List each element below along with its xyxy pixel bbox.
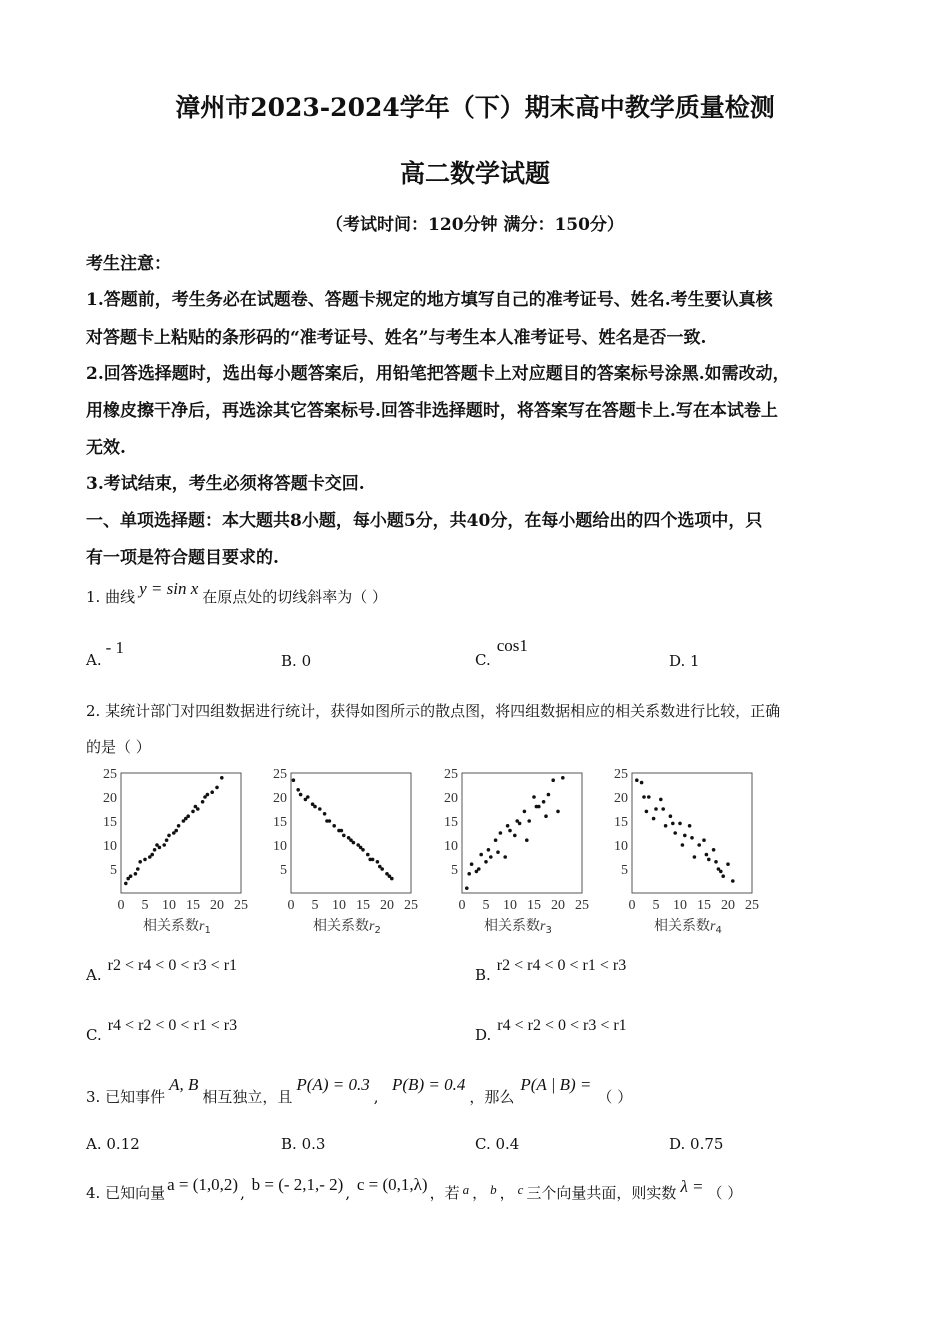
data-point [640, 781, 644, 785]
q1-option-c: C.cos1 [475, 636, 528, 669]
data-point [380, 867, 384, 871]
notice-line: 无效. [86, 438, 126, 458]
notice-line: 对答题卡上粘贴的条形码的“准考证号、姓名”与考生本人准考证号、姓名是否一致. [86, 328, 707, 348]
y-tick-label: 15 [444, 815, 458, 830]
question-1 [86, 579, 388, 607]
y-tick-label: 10 [614, 839, 628, 854]
data-point [186, 814, 190, 818]
x-tick-label: 5 [652, 898, 660, 913]
data-point [645, 810, 649, 814]
data-point [664, 824, 668, 828]
x-tick-label: 25 [234, 898, 248, 913]
data-point [165, 838, 169, 842]
data-point [143, 858, 147, 862]
x-tick-label: 15 [527, 898, 541, 913]
q3-option-b: B. 0.3 [281, 1135, 326, 1153]
data-point [129, 874, 133, 878]
q1-option-a: A.- 1 [86, 638, 125, 669]
data-point [153, 848, 157, 852]
data-point [477, 867, 481, 871]
data-point [479, 853, 483, 857]
data-point [196, 807, 200, 811]
x-tick-label: 20 [551, 898, 565, 913]
plot-frame [632, 773, 752, 893]
y-tick-label: 25 [614, 767, 628, 782]
data-point [318, 807, 322, 811]
data-point [177, 824, 181, 828]
data-point [138, 860, 142, 864]
data-point [673, 831, 677, 835]
data-point [313, 805, 317, 809]
data-point [647, 795, 651, 799]
data-point [162, 843, 166, 847]
x-tick-label: 10 [503, 898, 517, 913]
data-point [220, 776, 224, 780]
q3-pb: P(B) = 0.4 [392, 1075, 466, 1094]
data-point [124, 882, 128, 886]
notice-line: 1.答题前，考生务必在试题卷、答题卡规定的地方填写自己的准考证号、姓名.考生要认真核 [86, 290, 773, 310]
data-point [158, 846, 162, 850]
q2-option-c: C.r4 < r2 < 0 < r1 < r3 [86, 1017, 238, 1044]
data-point [489, 855, 493, 859]
data-point [654, 807, 658, 811]
y-tick-label: 20 [614, 791, 628, 806]
data-point [714, 860, 718, 864]
x-tick-label: 0 [628, 898, 636, 913]
x-tick-label: 10 [673, 898, 687, 913]
q2-option-a: A.r2 < r4 < 0 < r3 < r1 [86, 957, 238, 984]
q4-lambda: λ = [680, 1177, 704, 1196]
x-tick-label: 0 [458, 898, 466, 913]
data-point [551, 778, 555, 782]
q1-suffix: 在原点处的切线斜率为（ ） [202, 588, 388, 606]
data-point [499, 831, 503, 835]
x-tick-label: 0 [117, 898, 125, 913]
data-point [299, 793, 303, 797]
data-point [296, 788, 300, 792]
y-tick-label: 10 [273, 839, 287, 854]
data-point [523, 810, 527, 814]
exam-info: （考试时间：120分钟 满分：150分） [326, 215, 624, 235]
x-tick-label: 25 [575, 898, 589, 913]
data-point [215, 786, 219, 790]
data-point [376, 860, 380, 864]
x-axis-label: 相关系数$r_2$ [313, 918, 381, 936]
data-point [518, 822, 522, 826]
x-axis-label: 相关系数$r_3$ [484, 918, 552, 936]
data-point [561, 776, 565, 780]
y-tick-label: 10 [444, 839, 458, 854]
scatter-chart-2 [251, 765, 431, 925]
data-point [693, 855, 697, 859]
data-point [707, 858, 711, 862]
x-axis-label: 相关系数$r_1$ [143, 918, 211, 936]
data-point [671, 822, 675, 826]
q1-option-d: D. 1 [669, 652, 700, 670]
x-tick-label: 15 [356, 898, 370, 913]
data-point [556, 810, 560, 814]
data-point [721, 874, 725, 878]
question-2-cont: 的是（ ） [86, 738, 151, 756]
data-point [659, 798, 663, 802]
scatter-chart-3 [422, 765, 602, 925]
exam-subtitle: 高二数学试题 [399, 159, 550, 188]
data-point [340, 829, 344, 833]
data-point [390, 877, 394, 881]
data-point [470, 862, 474, 866]
q3-pab: P(A | B) = [520, 1075, 592, 1094]
x-axis-label: 相关系数$r_4$ [654, 918, 722, 936]
y-tick-label: 5 [451, 863, 458, 878]
data-point [731, 879, 735, 883]
notice-line: 用橡皮擦干净后，再选涂其它答案标号.回答非选择题时，将答案写在答题卡上.写在本试卷上 [86, 401, 778, 421]
data-point [506, 824, 510, 828]
data-point [702, 838, 706, 842]
data-point [712, 848, 716, 852]
notice-heading: 考生注意： [86, 254, 171, 274]
data-point [323, 812, 327, 816]
data-point [705, 853, 709, 857]
data-point [352, 841, 356, 845]
q3-option-a: A. 0.12 [86, 1135, 140, 1153]
data-point [513, 834, 517, 838]
q3-option-c: C. 0.4 [475, 1135, 520, 1153]
data-point [201, 800, 205, 804]
q4-vector-b: b = (- 2,1,- 2) [251, 1175, 344, 1194]
data-point [361, 848, 365, 852]
data-point [328, 819, 332, 823]
data-point [496, 850, 500, 854]
plot-frame [462, 773, 582, 893]
data-point [191, 810, 195, 814]
data-point [652, 817, 656, 821]
data-point [174, 829, 178, 833]
data-point [206, 793, 210, 797]
y-tick-label: 5 [110, 863, 117, 878]
y-tick-label: 5 [621, 863, 628, 878]
x-tick-label: 20 [210, 898, 224, 913]
y-tick-label: 20 [273, 791, 287, 806]
q3-events: A, B [169, 1075, 199, 1094]
q1-prefix: 1. 曲线 [86, 588, 136, 606]
data-point [508, 829, 512, 833]
y-tick-label: 10 [103, 839, 117, 854]
scatter-chart-4 [592, 765, 772, 925]
data-point [503, 855, 507, 859]
data-point [467, 872, 471, 876]
data-point [465, 886, 469, 890]
q4-vector-c: c = (0,1,λ) [356, 1175, 428, 1194]
y-tick-label: 15 [614, 815, 628, 830]
data-point [690, 836, 694, 840]
data-point [136, 867, 140, 871]
exam-title: 漳州市2023-2024学年（下）期末高中教学质量检测 [175, 93, 775, 122]
q2-option-d: D.r4 < r2 < 0 < r3 < r1 [475, 1017, 627, 1044]
data-point [635, 778, 639, 782]
y-tick-label: 25 [273, 767, 287, 782]
data-point [642, 795, 646, 799]
x-tick-label: 15 [186, 898, 200, 913]
data-point [306, 795, 310, 799]
y-tick-label: 5 [280, 863, 287, 878]
question-4: 4. 已知向量 a = (1,0,2) , b = (- 2,1,- 2) , c = (0,1,λ) ，若 a ， b ， c 三个向量共面，则实数 λ = （ ） [86, 1175, 743, 1202]
data-point [371, 858, 375, 862]
q1-formula: y = sin x [139, 579, 199, 598]
x-tick-label: 20 [380, 898, 394, 913]
x-tick-label: 0 [287, 898, 295, 913]
data-point [494, 838, 498, 842]
q4-vector-a: a = (1,0,2) [167, 1175, 239, 1194]
data-point [661, 807, 665, 811]
data-point [532, 795, 536, 799]
y-tick-label: 20 [444, 791, 458, 806]
data-point [167, 834, 171, 838]
data-point [366, 853, 370, 857]
x-tick-label: 10 [162, 898, 176, 913]
data-point [332, 824, 336, 828]
data-point [719, 870, 723, 874]
data-point [134, 872, 138, 876]
y-tick-label: 15 [103, 815, 117, 830]
data-point [678, 822, 682, 826]
data-point [683, 834, 687, 838]
q3-pa: P(A) = 0.3 [296, 1075, 370, 1094]
data-point [688, 824, 692, 828]
q3-option-d: D. 0.75 [669, 1135, 724, 1153]
data-point [547, 793, 551, 797]
data-point [342, 834, 346, 838]
y-tick-label: 25 [444, 767, 458, 782]
plot-frame [291, 773, 411, 893]
data-point [292, 778, 296, 782]
x-tick-label: 25 [404, 898, 418, 913]
data-point [527, 819, 531, 823]
data-point [726, 862, 730, 866]
x-tick-label: 25 [745, 898, 759, 913]
x-tick-label: 20 [721, 898, 735, 913]
data-point [544, 814, 548, 818]
section-heading: 一、单项选择题：本大题共8小题，每小题5分，共40分，在每小题给出的四个选项中，只 [86, 511, 763, 531]
data-point [487, 848, 491, 852]
x-tick-label: 5 [311, 898, 319, 913]
data-point [150, 853, 154, 857]
y-tick-label: 20 [103, 791, 117, 806]
x-tick-label: 10 [332, 898, 346, 913]
q2-option-b: B.r2 < r4 < 0 < r1 < r3 [475, 957, 627, 984]
notice-line: 2.回答选择题时，选出每小题答案后，用铅笔把答题卡上对应题目的答案标号涂黑.如需改动， [86, 364, 790, 384]
x-tick-label: 5 [482, 898, 490, 913]
data-point [669, 814, 673, 818]
data-point [697, 843, 701, 847]
plot-frame [121, 773, 241, 893]
data-point [210, 790, 214, 794]
notice-line: 3.考试结束，考生必须将答题卡交回. [86, 474, 365, 494]
x-tick-label: 5 [141, 898, 149, 913]
question-3: 3. 已知事件A, B相互独立，且P(A) = 0.3, P(B) = 0.4，那么P(A | B) =（ ） [86, 1075, 633, 1106]
question-2: 2. 某统计部门对四组数据进行统计，获得如图所示的散点图，将四组数据相应的相关系数进行比较，正确 [86, 702, 781, 720]
data-point [681, 843, 685, 847]
data-point [537, 805, 541, 809]
y-tick-label: 25 [103, 767, 117, 782]
data-point [484, 860, 488, 864]
y-tick-label: 15 [273, 815, 287, 830]
data-point [542, 800, 546, 804]
q1-option-b: B. 0 [281, 652, 312, 670]
scatter-chart-1 [81, 765, 261, 925]
x-tick-label: 15 [697, 898, 711, 913]
section-heading-cont: 有一项是符合题目要求的. [86, 548, 279, 568]
data-point [525, 838, 529, 842]
